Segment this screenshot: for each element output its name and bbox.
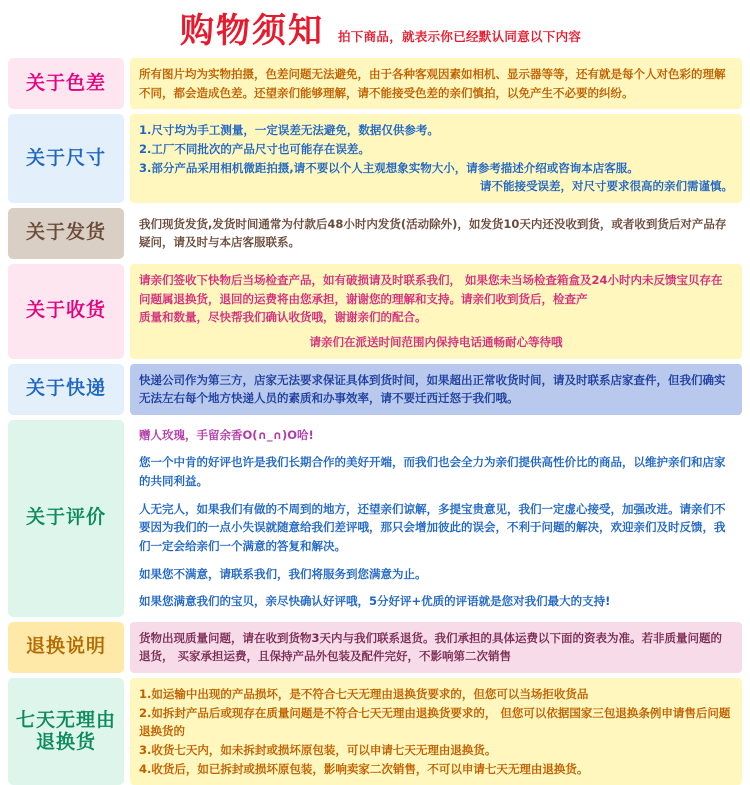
section-body-color-difference: [130, 58, 742, 109]
section-size: [0, 114, 750, 203]
section-label-return-policy: 退换说明: [8, 622, 124, 673]
section-express: [0, 364, 750, 415]
text-line: 货物出现质量问题，请在收到货物3天内与我们联系退货。我们承担的具体运费以下面的资表为准。若非质量问题的: [139, 630, 722, 645]
section-body-seven-day-return: [130, 678, 742, 785]
text-line: 疑问，请及时与本店客服联系。: [139, 235, 300, 250]
text-line: 赠人玫瑰，手留余香O(∩_∩)O哈!: [139, 427, 314, 442]
section-footer-receiving: 请亲们在派送时间范围内保持电话通畅耐心等待哦: [309, 334, 563, 349]
section-shipping: [0, 208, 750, 259]
text-line: 如果您满意我们的宝贝，亲尽快确认好评哦，5分好评+优质的评语就是您对我们最大的支持!: [139, 594, 611, 609]
text-line: 3.部分产品采用相机微距拍摄,请不要以个人主观想象实物大小，请参考描述介绍或咨询本店客服。: [139, 160, 639, 175]
section-body-receiving: [130, 264, 742, 359]
text-line: 3.收货七天内，如未拆封或损坏原包装，可以申请七天无理由退换货。: [139, 742, 497, 757]
text-line: 人无完人，如果我们有做的不周到的地方，还望亲们谅解，多提宝贵意见，我们一定虚心接受，加强改进。请亲们不要因为我们的一点小失误就随意给我们差评哦，那只会增加彼此的误会，不利于问题的解决，欢迎亲们及时反馈，我们一定会给亲们一个满意的答复和解决。: [139, 501, 726, 553]
section-label-size: 关于尺寸: [8, 114, 124, 203]
section-receiving: [0, 264, 750, 359]
text-line: 2.如拆封产品后或现存在质量问题是不符合七天无理由退换货要求的， 但您可以依据国家三包退换条例申请售后问题退换货的: [139, 705, 731, 739]
section-body-express: [130, 364, 742, 415]
section-label-receiving: 关于收货: [8, 264, 124, 359]
section-return-policy: [0, 622, 750, 673]
text-line: 1.尺寸均为手工测量，一定误差无法避免，数据仅供参考。: [139, 123, 439, 138]
section-label-color-difference: 关于色差: [8, 58, 124, 109]
text-line: 所有图片均为实物拍摄，色差问题无法避免，由于各种客观因素如相机、显示器等等，还有就是每个人对色彩的理解不同，都会造成色差。还望亲们能够理解，请不能接受色差的亲们慎拍，以免产生不必要的纠纷。: [139, 67, 726, 100]
section-label-express: 关于快递: [8, 364, 124, 415]
text-line: 4.收货后，如已拆封或损坏原包装，影响卖家二次销售，不可以申请七天无理由退换货。: [139, 761, 589, 776]
section-body-size: [130, 114, 742, 203]
section-seven-day-return: [0, 678, 750, 785]
text-line: 1.如运输中出现的产品损坏，是不符合七天无理由退换货要求的，但您可以当场拒收货品: [139, 687, 589, 701]
section-body-return-policy: [130, 622, 742, 673]
section-body-shipping: [130, 208, 742, 259]
section-body-evaluation: [130, 420, 742, 617]
text-line: 如果您不满意，请联系我们，我们将服务到您满意为止。: [139, 566, 427, 581]
section-label-shipping: 关于发货: [8, 208, 124, 259]
text-line: 我们现货发货,发货时间通常为付款后48小时内发货(活动除外)，如发货10天内还没收到货，或者收到货后对产品存: [139, 216, 727, 231]
title-main-text: 购物须知: [180, 11, 324, 51]
section-label-seven-day-return: 七天无理由退换货: [8, 678, 124, 785]
text-line: 您一个中肯的好评也许是我们长期合作的美好开端，而我们也会全力为亲们提供高性价比的商品，以维护亲们和店家的共同利益。: [139, 455, 726, 488]
text-line: 退货， 买家承担运费，且保持产品外包装及配件完好，不影响第二次销售: [139, 649, 511, 664]
text-line: 快递公司作为第三方，店家无法要求保证具体到货时间，如果超出正常收货时间，请及时联系店家查件，但我们确实无法左右每个地方快递人员的素质和办事效率，请不要迁西迁怒于我们哦。: [139, 372, 726, 406]
text-line: 质量和数量，尽快帮我们确认收货哦，谢谢亲们的配合。: [139, 310, 427, 325]
text-line: 请亲们签收下快物后当场检查产品，如有破损请及时联系我们， 如果您未当场检查箱盒及24小时内未反馈宝贝存在问题属退换货，退回的运费将由您承担，谢谢您的理解和支持。请亲们收到货后，检查产: [139, 273, 723, 306]
section-footer-size: 请不能接受误差，对尺寸要求很高的亲们需谨慎。: [480, 179, 733, 194]
section-evaluation: [0, 420, 750, 617]
text-line: 2.工厂不同批次的产品尺寸也可能存在误差。: [139, 141, 370, 156]
section-color-difference: [0, 58, 750, 109]
section-label-evaluation: 关于评价: [8, 420, 124, 617]
page-title: [0, 0, 750, 58]
title-sub-text: 拍下商品，就表示你已经默认同意以下内容: [338, 29, 582, 44]
